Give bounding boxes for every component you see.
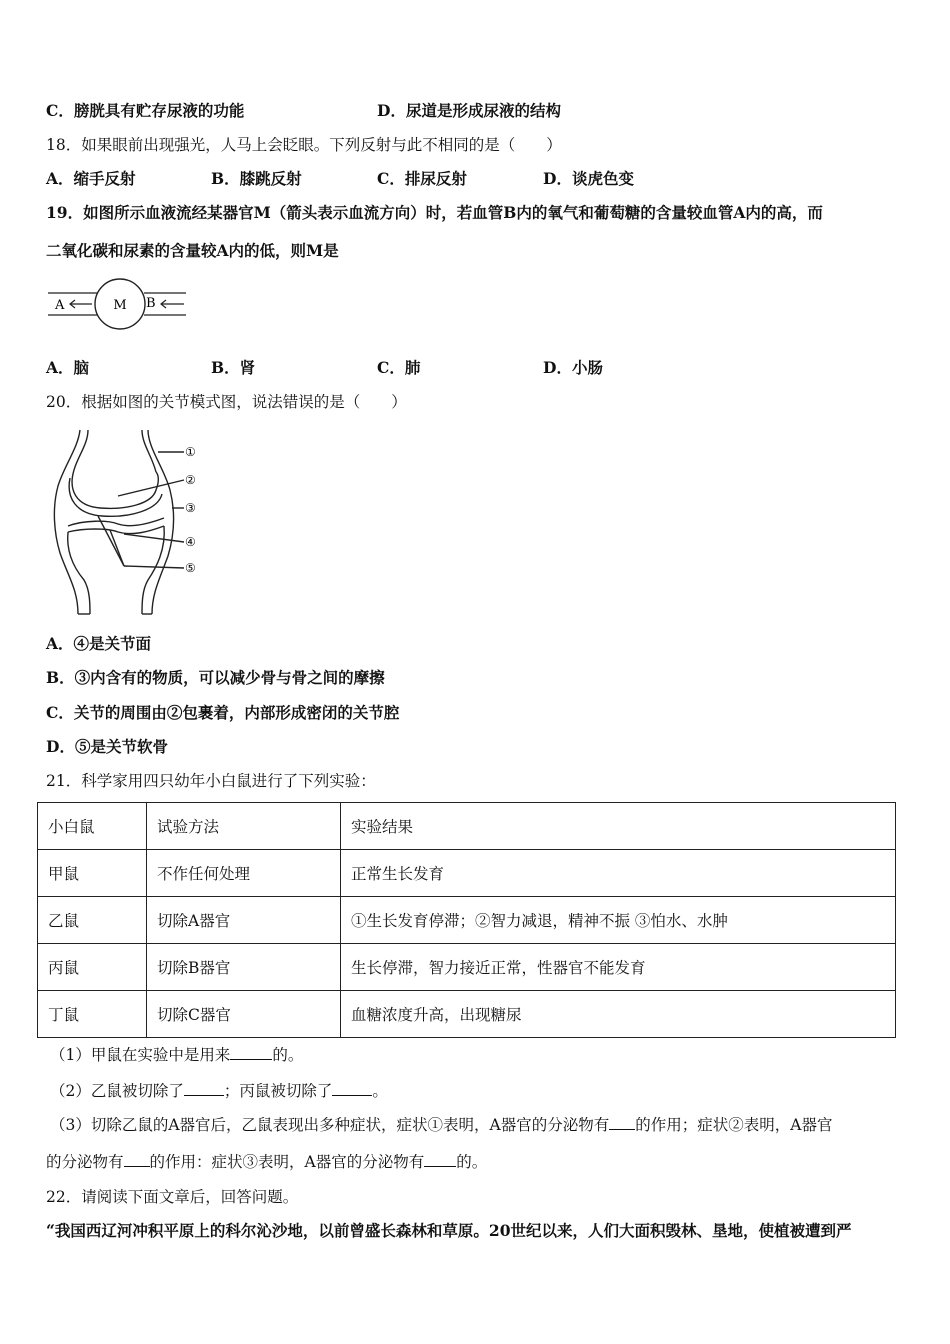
q21-sub3-text-e: 的。 <box>456 1153 488 1171</box>
q18-option-a: A．缩手反射 <box>46 169 136 188</box>
table-row <box>38 944 896 991</box>
table-header-row <box>38 803 896 850</box>
q19-option-b: B．肾 <box>211 358 256 377</box>
table-cell: 正常生长发育 <box>341 850 896 897</box>
table-row <box>38 897 896 944</box>
q21-sub1-text-a: （1）甲鼠在实验中是用来 <box>50 1046 231 1064</box>
vessel-a-label: A <box>55 298 65 313</box>
joint-label-5: ⑤ <box>185 561 196 575</box>
table-cell: ①生长发育停滞；②智力减退，精神不振 ③怕水、水肿 <box>341 897 896 944</box>
vessel-b-label: B <box>146 296 156 311</box>
q20-option-a: A．④是关节面 <box>46 634 152 653</box>
q21-sub3-text-c: 的分泌物有 <box>46 1153 124 1171</box>
q19-option-a: A．脑 <box>46 358 90 377</box>
q19-stem-line2: 二氧化碳和尿素的含量较A内的低，则M是 <box>46 241 339 260</box>
q19-option-d: D．小肠 <box>543 358 603 377</box>
q21-sub3-text-a: （3）切除乙鼠的A器官后，乙鼠表现出多种症状，症状①表明，A器官的分泌物有 <box>50 1116 610 1134</box>
joint-label-1: ① <box>185 445 196 459</box>
answer-blank[interactable] <box>332 1081 372 1096</box>
q21-sub3-text-d: 的作用：症状③表明，A器官的分泌物有 <box>149 1153 425 1171</box>
table-cell: 切除B器官 <box>147 944 341 991</box>
q22-passage: “我国西辽河冲积平原上的科尔沁沙地，以前曾盛长森林和草原。20世纪以来，人们大面积毁林、垦地，使植被遭到严 <box>46 1221 852 1240</box>
table-row <box>38 991 896 1038</box>
q21-sub2-text-c: 。 <box>372 1082 388 1100</box>
q17-option-c: C．膀胱具有贮存尿液的功能 <box>46 101 245 120</box>
q21-sub3-line1 <box>50 1115 832 1135</box>
q22-stem: 22．请阅读下面文章后，回答问题。 <box>46 1188 299 1206</box>
answer-blank[interactable] <box>609 1115 635 1130</box>
q17-option-d: D．尿道是形成尿液的结构 <box>377 101 561 120</box>
q19-option-c: C．肺 <box>377 358 421 377</box>
q21-sub2-text-b: ；丙鼠被切除了 <box>223 1082 333 1100</box>
table-cell: 切除A器官 <box>147 897 341 944</box>
table-cell: 丁鼠 <box>38 991 147 1038</box>
answer-blank[interactable] <box>230 1045 272 1060</box>
table-cell: 不作任何处理 <box>147 850 341 897</box>
table-cell: 甲鼠 <box>38 850 147 897</box>
q18-stem: 18．如果眼前出现强光，人马上会眨眼。下列反射与此不相同的是（ ） <box>46 136 562 154</box>
answer-blank[interactable] <box>124 1152 150 1167</box>
q21-sub3-text-b: 的作用；症状②表明，A器官 <box>635 1116 833 1134</box>
q18-option-c: C．排尿反射 <box>377 169 467 188</box>
q21-sub1 <box>50 1045 303 1065</box>
q18-option-b: B．膝跳反射 <box>211 169 302 188</box>
joint-label-2: ② <box>185 473 196 487</box>
q21-sub2-text-a: （2）乙鼠被切除了 <box>50 1082 184 1100</box>
table-row <box>38 850 896 897</box>
experiment-table <box>37 802 896 1038</box>
answer-blank[interactable] <box>184 1081 224 1096</box>
left-flow-arrow <box>70 300 92 308</box>
q21-sub1-text-b: 的。 <box>272 1046 304 1064</box>
q20-option-c: C．关节的周围由②包裹着，内部形成密闭的关节腔 <box>46 703 400 722</box>
q21-sub2 <box>50 1081 388 1101</box>
right-flow-arrow <box>161 300 184 308</box>
table-cell: 丙鼠 <box>38 944 147 991</box>
joint-label-3: ③ <box>185 501 196 515</box>
answer-blank[interactable] <box>424 1152 456 1167</box>
q21-stem: 21．科学家用四只幼年小白鼠进行了下列实验： <box>46 772 376 790</box>
table-cell: 生长停滞，智力接近正常，性器官不能发育 <box>341 944 896 991</box>
table-cell: 血糖浓度升高，出现糖尿 <box>341 991 896 1038</box>
q20-option-b: B．③内含有的物质，可以减少骨与骨之间的摩擦 <box>46 668 385 687</box>
q18-option-d: D．谈虎色变 <box>543 169 634 188</box>
q20-option-d: D．⑤是关节软骨 <box>46 737 168 756</box>
table-header-cell: 实验结果 <box>341 803 896 850</box>
organ-m-label: M <box>113 298 127 313</box>
joint-label-4: ④ <box>185 535 196 549</box>
q21-sub3-line2 <box>46 1152 487 1172</box>
table-cell: 乙鼠 <box>38 897 147 944</box>
table-cell: 切除C器官 <box>147 991 341 1038</box>
q20-stem: 20．根据如图的关节模式图，说法错误的是（ ） <box>46 393 407 411</box>
table-header-cell: 小白鼠 <box>38 803 147 850</box>
blood-flow-diagram <box>46 278 191 334</box>
table-header-cell: 试验方法 <box>147 803 341 850</box>
joint-model-diagram <box>48 428 208 618</box>
q19-stem-line1: 19．如图所示血液流经某器官M（箭头表示血流方向）时，若血管B内的氧气和葡萄糖的含量较血管A内的高，而 <box>46 203 823 222</box>
